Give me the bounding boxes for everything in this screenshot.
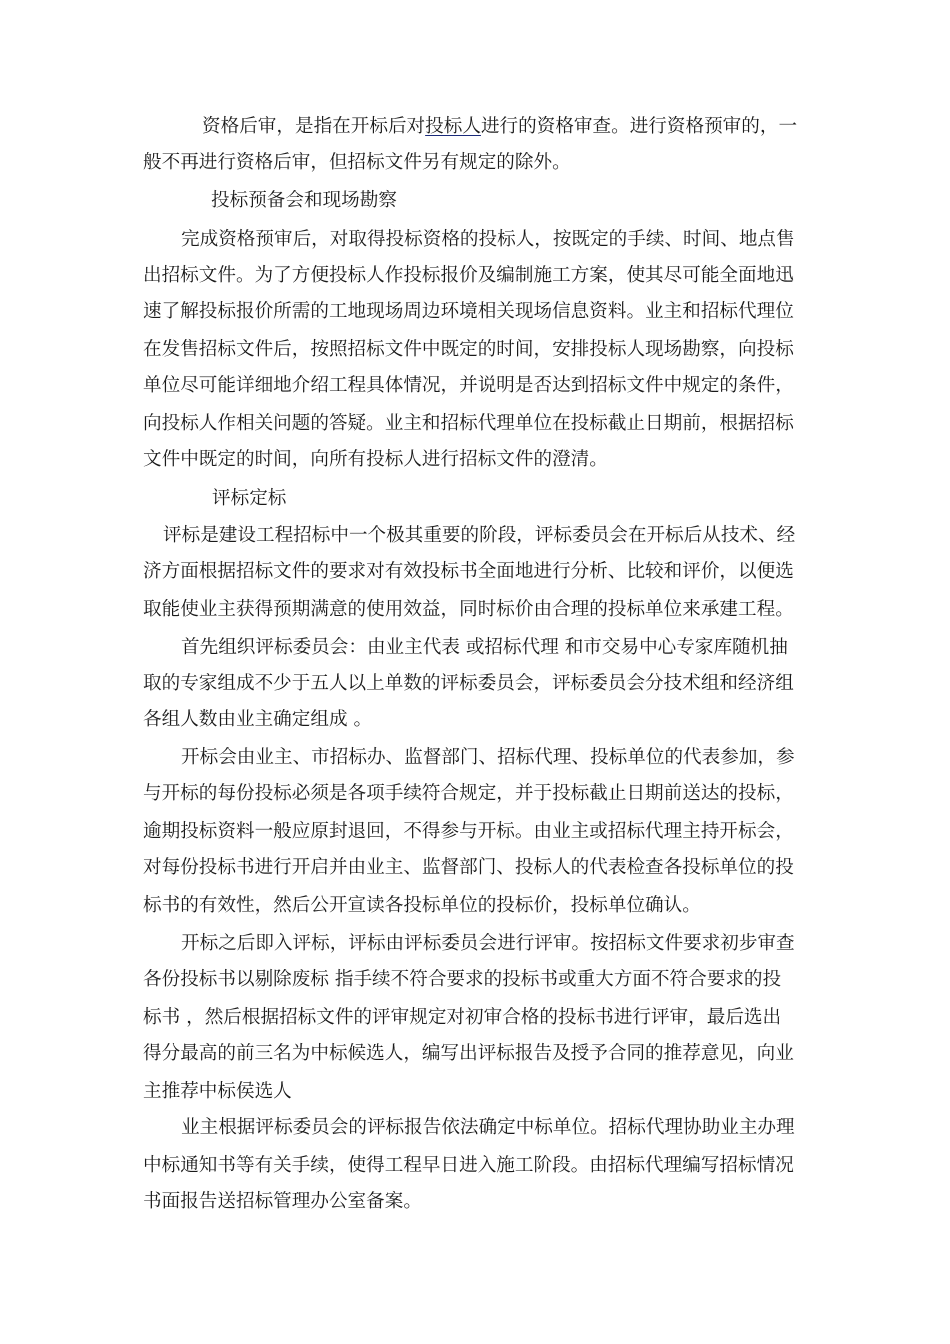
paragraph-line (143, 561, 794, 583)
paragraph-line (181, 637, 788, 659)
paragraph-line (163, 525, 795, 547)
line-text: 逾期投标资料一般应原封退回，不得参与开标。由业主或招标代理主持开标会， (143, 821, 794, 842)
line-text: 济方面根据招标文件的要求对有效投标书全面地进行分析、比较和评价，以便选 (143, 561, 794, 582)
line-text: 各份投标书以剔除废标 指手续不符合要求的投标书或重大方面不符合要求的投 (143, 969, 782, 990)
section-heading (212, 488, 286, 510)
paragraph-line (143, 1155, 794, 1177)
paragraph-line (143, 821, 794, 843)
line-text: 中标通知书等有关手续，使得工程早日进入施工阶段。由招标代理编写招标情况 (143, 1155, 794, 1176)
paragraph-line (143, 599, 794, 621)
line-text: 取能使业主获得预期满意的使用效益，同时标价由合理的投标单位来承建工程。 (143, 599, 794, 620)
line-text: 得分最高的前三名为中标候选人，编写出评标报告及授予合同的推荐意见，向业 (143, 1043, 794, 1064)
paragraph-line (143, 709, 372, 731)
line-text: 资格后审，是指在开标后对 (202, 116, 426, 137)
line-text: 在发售招标文件后，按照招标文件中既定的时间，安排投标人现场勘察，向投标 (143, 339, 794, 360)
line-text: 单位尽可能详细地介绍工程具体情况，并说明是否达到招标文件中规定的条件， (143, 375, 794, 396)
paragraph-line (143, 265, 794, 287)
line-text: 出招标文件。为了方便投标人作投标报价及编制施工方案，使其尽可能全面地迅 (143, 265, 794, 286)
line-text: 般不再进行资格后审，但招标文件另有规定的除外。 (143, 152, 571, 173)
paragraph-line (143, 413, 794, 435)
line-text: 业主根据评标委员会的评标报告依法确定中标单位。招标代理协助业主办理 (181, 1117, 795, 1138)
paragraph-line (143, 969, 781, 991)
paragraph-line (143, 449, 608, 471)
paragraph-line (143, 152, 571, 174)
paragraph-line (143, 375, 794, 397)
line-text: 评标是建设工程招标中一个极其重要的阶段，评标委员会在开标后从技术、经 (163, 525, 796, 546)
line-text: 开标会由业主、市招标办、监督部门、招标代理、投标单位的代表参加，参 (181, 747, 795, 768)
line-text: 首先组织评标委员会：由业主代表 或招标代理 和市交易中心专家库随机抽 (181, 637, 788, 658)
line-text: 进行的资格审查。进行资格预审的，一 (480, 116, 798, 137)
paragraph-line (143, 301, 794, 323)
paragraph-line (181, 933, 795, 955)
paragraph-line (143, 673, 794, 695)
line-text: 主推荐中标侯选人 (143, 1081, 292, 1102)
toubiaoren-link[interactable]: 投标人 (425, 116, 481, 137)
paragraph-line (202, 116, 797, 138)
paragraph-line (143, 339, 794, 361)
paragraph-line (181, 747, 795, 769)
paragraph-line (143, 895, 701, 917)
paragraph-line (143, 857, 794, 879)
paragraph-line (143, 1191, 422, 1213)
line-text: 各组人数由业主确定组成 。 (143, 709, 373, 730)
line-text: 书面报告送招标管理办公室备案。 (143, 1191, 422, 1212)
heading-text: 投标预备会和现场勘察 (211, 190, 397, 211)
line-text: 开标之后即入评标，评标由评标委员会进行评审。按招标文件要求初步审查 (181, 933, 795, 954)
line-text: 取的专家组成不少于五人以上单数的评标委员会，评标委员会分技术组和经济组 (143, 673, 794, 694)
line-text: 与开标的每份投标必须是各项手续符合规定，并于投标截止日期前送达的投标， (143, 783, 794, 804)
paragraph-line (181, 1117, 795, 1139)
paragraph-line (143, 1007, 781, 1029)
section-heading (211, 190, 397, 212)
line-text: 对每份投标书进行开启并由业主、监督部门、投标人的代表检查各投标单位的投 (143, 857, 794, 878)
line-text: 向投标人作相关问题的答疑。业主和招标代理单位在投标截止日期前，根据招标 (143, 413, 794, 434)
heading-text: 评标定标 (212, 488, 287, 509)
paragraph-line (143, 1043, 794, 1065)
paragraph-line (181, 229, 795, 251)
paragraph-line (143, 783, 794, 805)
line-text: 文件中既定的时间，向所有投标人进行招标文件的澄清。 (143, 449, 608, 470)
line-text: 完成资格预审后，对取得投标资格的投标人，按既定的手续、时间、地点售 (181, 229, 795, 250)
paragraph-line (143, 1081, 292, 1103)
line-text: 速了解投标报价所需的工地现场周边环境相关现场信息资料。业主和招标代理位 (143, 301, 794, 322)
line-text: 标书 ，然后根据招标文件的评审规定对初审合格的投标书进行评审，最后选出 (143, 1007, 782, 1028)
line-text: 标书的有效性，然后公开宣读各投标单位的投标价，投标单位确认。 (143, 895, 701, 916)
